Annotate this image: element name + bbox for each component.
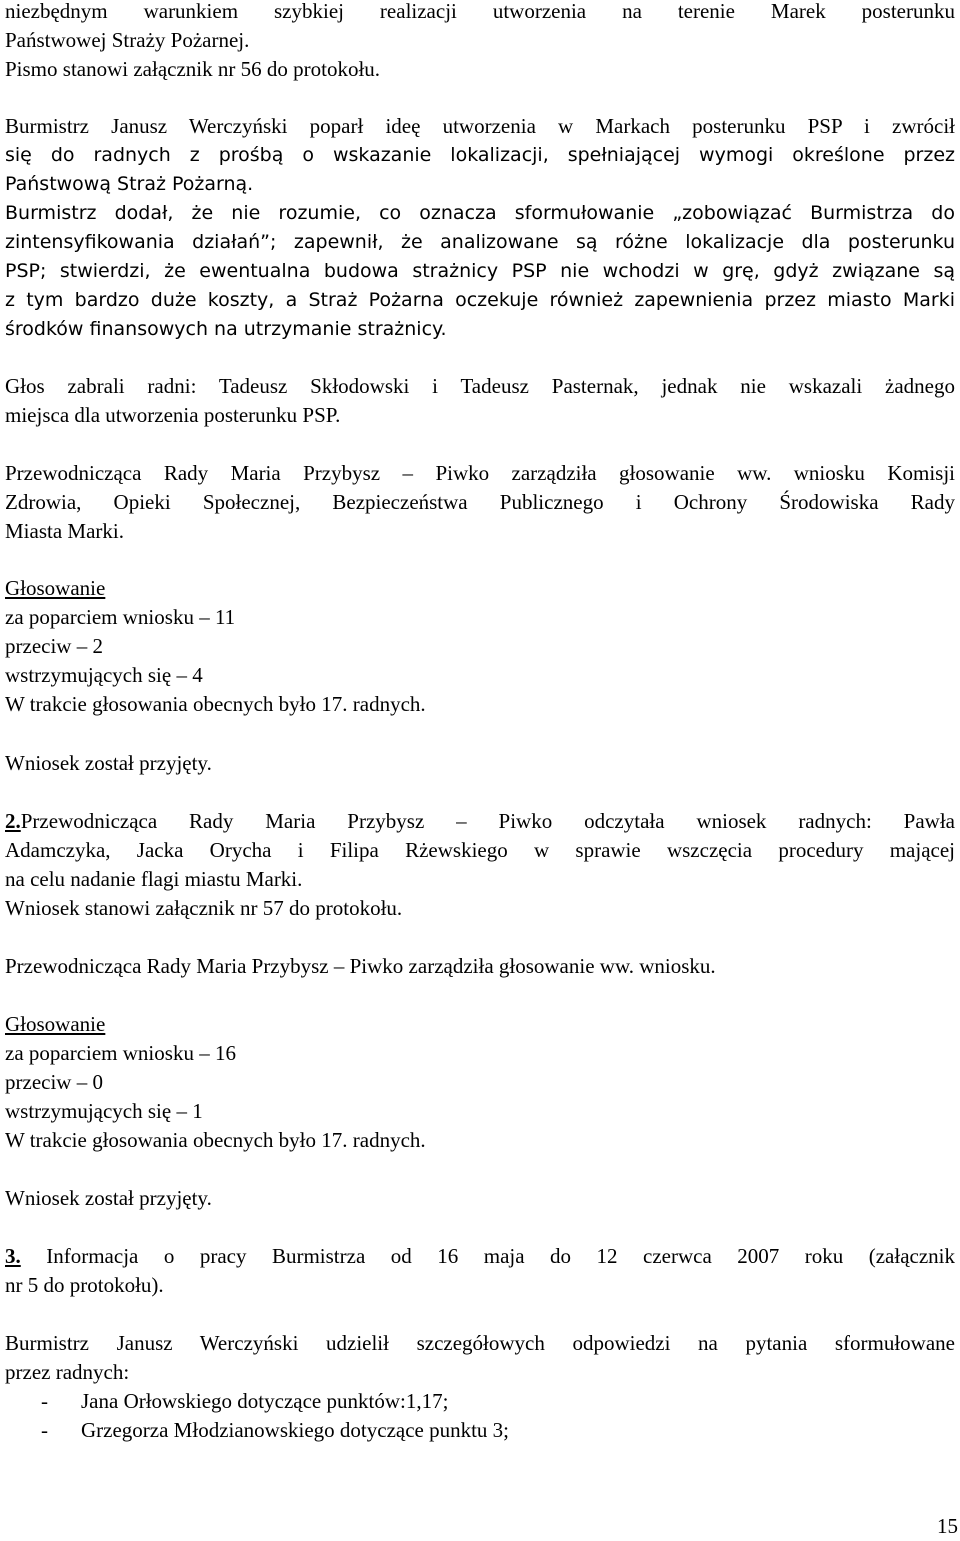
vote-attendance: W trakcie głosowania obecnych było 17. radnych. <box>5 692 426 716</box>
text-line: Pismo stanowi załącznik nr 56 do protokołu. <box>5 57 381 81</box>
text-line: PSP; stwierdzi, że ewentualna budowa strażnicy PSP nie wchodzi w grę, gdyż związane są <box>5 260 955 282</box>
text-line: miejsca dla utworzenia posterunku PSP. <box>5 403 341 427</box>
text-line: z tym bardzo duże koszty, a Straż Pożarna oczekuje również zapewnienia przez miasto Marki <box>5 289 955 311</box>
text-line: Wniosek stanowi załącznik nr 57 do protokołu. <box>5 896 403 920</box>
text-line: środków finansowych na utrzymanie strażnicy. <box>5 318 447 340</box>
vote-against: przeciw – 0 <box>5 1070 103 1094</box>
text-line: się do radnych z prośbą o wskazanie lokalizacji, spełniającej wymogi określone przez <box>5 144 955 166</box>
list-item-text: Jana Orłowskiego dotyczące punktów:1,17; <box>81 1389 449 1413</box>
text-line: Państwowej Straży Pożarnej. <box>5 28 250 52</box>
vote-for: za poparciem wniosku – 16 <box>5 1041 236 1065</box>
section-heading: Głosowanie <box>5 576 106 600</box>
vote-abstain: wstrzymujących się – 4 <box>5 663 203 687</box>
text-line: przez radnych: <box>5 1360 130 1384</box>
text-line: 3. Informacja o pracy Burmistrza od 16 maja do 12 czerwca 2007 roku (załącznik <box>5 1244 955 1268</box>
vote-for: za poparciem wniosku – 11 <box>5 605 236 629</box>
list-item <box>5 1416 955 1445</box>
text-line: Państwową Straż Pożarną. <box>5 173 254 195</box>
item-number: 3. <box>5 1244 21 1268</box>
list-item <box>5 1387 955 1416</box>
text-line: Burmistrz dodał, że nie rozumie, co oznacza sformułowanie „zobowiązać Burmistrza do <box>5 202 955 224</box>
text-line: Głos zabrali radni: Tadeusz Skłodowski i Tadeusz Pasternak, jednak nie wskazali żadnego <box>5 374 955 398</box>
text-line: Przewodnicząca Rady Maria Przybysz – Piwko zarządziła głosowanie ww. wniosku Komisji <box>5 461 955 485</box>
text-line: Przewodnicząca Rady Maria Przybysz – Piwko zarządziła głosowanie ww. wniosku. <box>5 954 716 978</box>
text-line: Burmistrz Janusz Werczyński udzielił szczegółowych odpowiedzi na pytania sformułowane <box>5 1331 955 1355</box>
vote-against: przeciw – 2 <box>5 634 103 658</box>
text-line: nr 5 do protokołu). <box>5 1273 164 1297</box>
text-line: Burmistrz Janusz Werczyński poparł ideę utworzenia w Markach posterunku PSP i zwrócił <box>5 114 955 138</box>
vote-result: Wniosek został przyjęty. <box>5 751 212 775</box>
section-heading: Głosowanie <box>5 1012 106 1036</box>
text-line: Miasta Marki. <box>5 519 124 543</box>
page-number: 15 <box>937 1514 958 1538</box>
list-bullet: - <box>41 1389 48 1413</box>
text-line: Zdrowia, Opieki Społecznej, Bezpieczeństwa Publicznego i Ochrony Środowiska Rady <box>5 490 955 514</box>
list-item-text: Grzegorza Młodzianowskiego dotyczące punktu 3; <box>81 1418 510 1442</box>
text-line: Adamczyka, Jacka Orycha i Filipa Rżewskiego w sprawie wszczęcia procedury mającej <box>5 838 955 862</box>
text-line: zintensyfikowania działań”; zapewnił, że analizowane są różne lokalizacje dla posterunku <box>5 231 955 253</box>
text-line: niezbędnym warunkiem szybkiej realizacji utworzenia na terenie Marek posterunku <box>5 0 955 23</box>
text-line: na celu nadanie flagi miastu Marki. <box>5 867 303 891</box>
list-bullet: - <box>41 1418 48 1442</box>
vote-attendance: W trakcie głosowania obecnych było 17. radnych. <box>5 1128 426 1152</box>
vote-abstain: wstrzymujących się – 1 <box>5 1099 203 1123</box>
document-page <box>5 0 955 1537</box>
item-number: 2. <box>5 809 21 833</box>
text-line: 2.Przewodnicząca Rady Maria Przybysz – Piwko odczytała wniosek radnych: Pawła <box>5 809 955 833</box>
vote-result: Wniosek został przyjęty. <box>5 1186 212 1210</box>
